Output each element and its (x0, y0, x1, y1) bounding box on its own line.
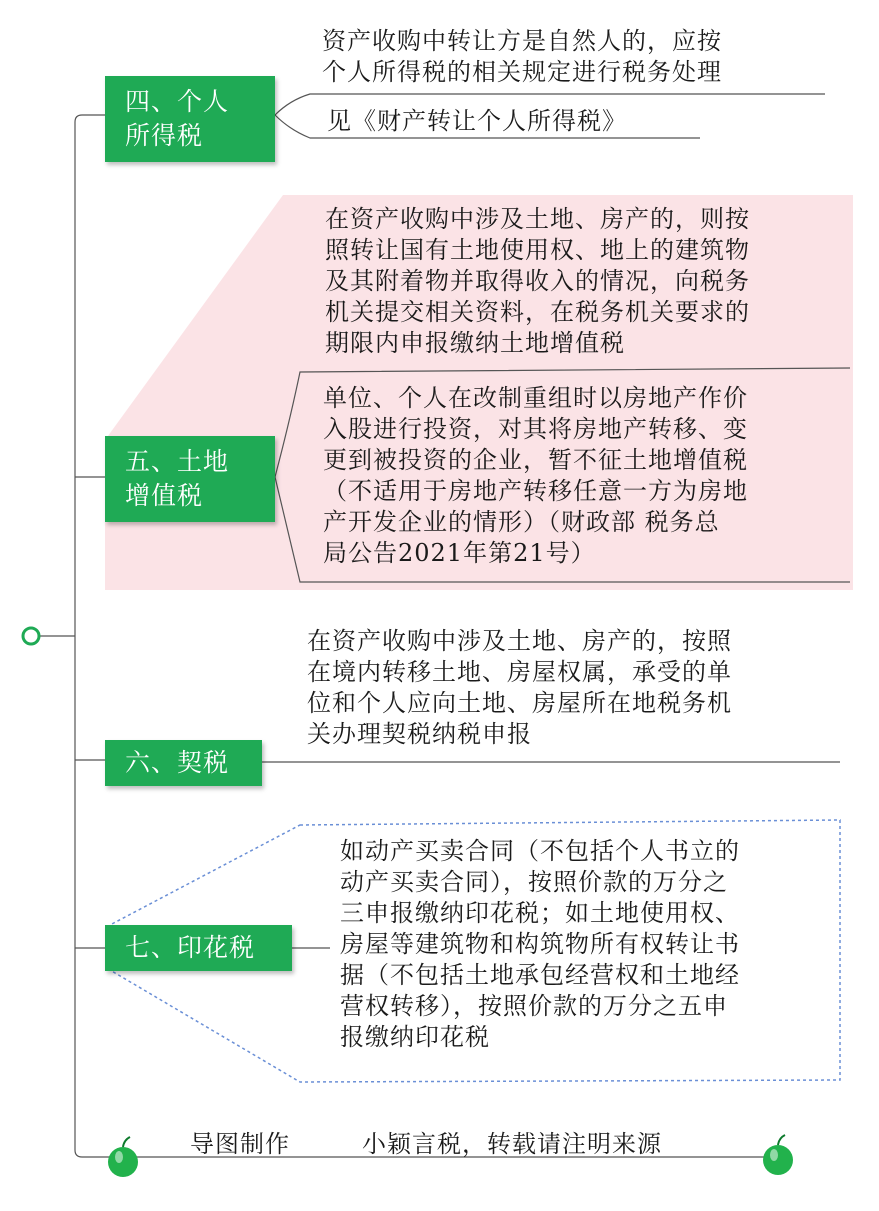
leaf-note: 单位、个人在改制重组时以房地产作价 入股进行投资，对其将房地产转移、变 更到被投资的企业，暂不征土地增值税 （不适用于房地产转移任意一方为房地 产开发企业的情形）（财政部 税务总 局公告2021年第21号） (323, 384, 748, 567)
footer-source-note: 小颖言税，转载请注明来源 (362, 1130, 662, 1158)
node-label: 增值税 (125, 481, 204, 510)
leaf-note: 在资产收购中涉及土地、房产的，则按 照转让国有土地使用权、地上的建筑物 及其附着物并取得收入的情况，向税务 机关提交相关资料，在税务机关要求的 期限内申报缴纳土地增值税 (325, 205, 750, 357)
leaf-note: 如动产买卖合同（不包括个人书立的 动产买卖合同），按照价款的万分之 三申报缴纳印花税；如土地使用权、 房屋等建筑物和构筑物所有权转让书 据（不包括土地承包经营权和土地经 营权转移），按照价款的万分之五申 报缴纳印花税 (340, 837, 740, 1051)
leaf-note: 资产收购中转让方是自然人的，应按 个人所得税的相关规定进行税务处理 (322, 27, 722, 86)
leaf-note: 见《财产转让个人所得税》 (327, 107, 627, 135)
node-label: 四、个人 (125, 87, 230, 116)
node-label: 五、土地 (125, 447, 230, 476)
root-circle-icon (23, 628, 39, 644)
branch-node-deed-tax[interactable] (105, 740, 262, 786)
branch-node-stamp-tax[interactable] (105, 925, 292, 971)
apple-icon (763, 1135, 793, 1175)
node-label: 所得税 (125, 121, 204, 150)
node-label: 七、印花税 (125, 933, 256, 962)
node-label: 六、契税 (125, 748, 230, 777)
apple-icon (108, 1137, 138, 1177)
footer-author-label: 导图制作 (190, 1130, 290, 1158)
branch-node-land-vat[interactable] (105, 436, 275, 522)
branch-node-personal-income-tax[interactable] (105, 76, 275, 162)
leaf-note: 在资产收购中涉及土地、房产的，按照 在境内转移土地、房屋权属，承受的单 位和个人应向土地、房屋所在地税务机 关办理契税纳税申报 (307, 627, 732, 748)
